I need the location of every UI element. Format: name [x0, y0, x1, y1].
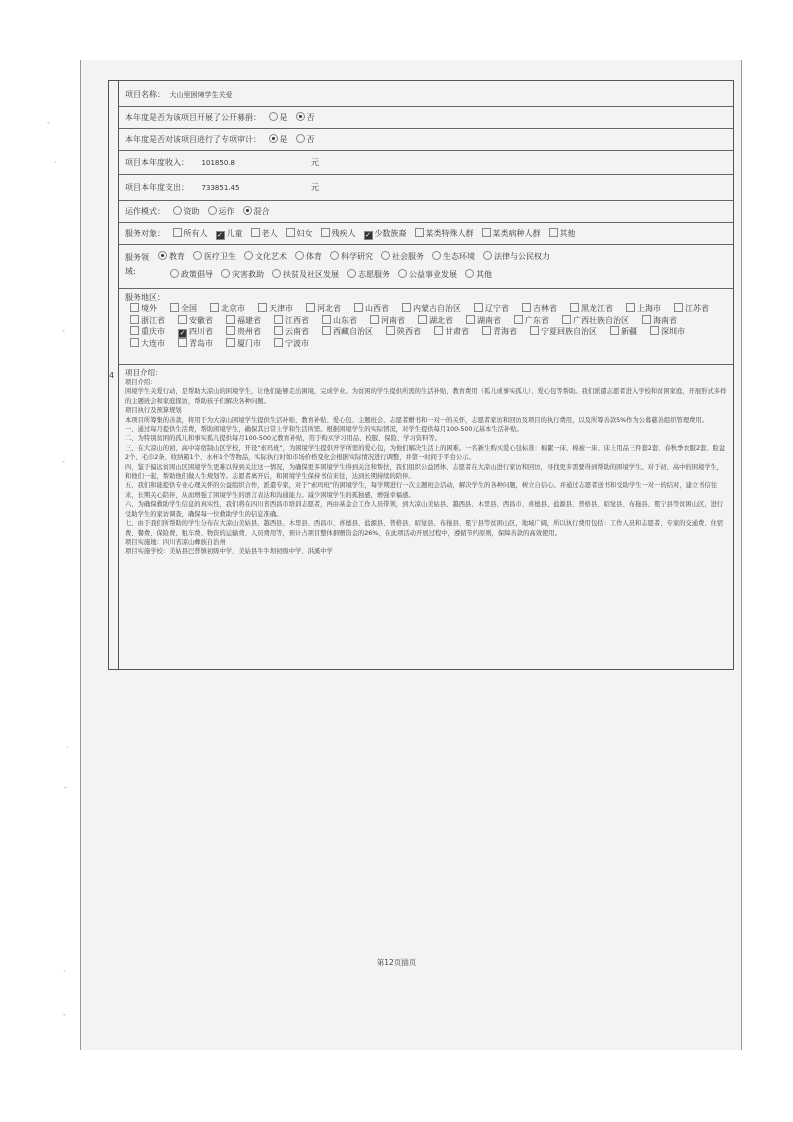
region-item: [565, 303, 616, 315]
audit-row: [119, 129, 733, 151]
target-option-label: 某类特殊人群: [425, 229, 474, 238]
expense-label: 项目本年度支出：: [125, 183, 189, 192]
field-option-label: 社会服务: [392, 252, 424, 261]
region-item: [557, 315, 632, 327]
field-option-label: 扶贫及社区发展: [283, 270, 339, 279]
region-item: [645, 326, 688, 338]
row-number: 4: [109, 371, 115, 380]
region-checkbox[interactable]: [674, 303, 683, 312]
intro-paragraph: 项目实施地：四川省凉山彝族自治州: [125, 538, 226, 546]
region-checkbox[interactable]: [386, 326, 395, 335]
target-checkbox[interactable]: [286, 228, 295, 237]
field-option-label: 文化艺术: [255, 252, 287, 261]
audit-option-label: 是: [279, 135, 288, 144]
target-option-label: 少数族裔: [374, 229, 407, 238]
region-checkbox[interactable]: [466, 315, 475, 324]
region-option-label: 厦门市: [237, 339, 261, 348]
region-checkbox[interactable]: [642, 315, 651, 324]
region-checkbox[interactable]: [370, 315, 379, 324]
region-checkbox[interactable]: [178, 338, 187, 347]
field-radio[interactable]: [244, 251, 253, 260]
mode-row: [119, 201, 733, 223]
field-radio[interactable]: [170, 269, 179, 278]
region-item: [173, 338, 216, 350]
field-radio[interactable]: [465, 269, 474, 278]
field-radio[interactable]: [272, 269, 281, 278]
project-name-row: [119, 81, 733, 107]
region-option-label: 江西省: [285, 315, 309, 325]
region-checkbox[interactable]: [274, 315, 283, 324]
region-item: [477, 326, 520, 338]
margin-mark: -: [62, 326, 65, 335]
region-checkbox[interactable]: [514, 315, 523, 324]
margin-mark: -: [62, 457, 65, 466]
field-radio[interactable]: [432, 251, 441, 260]
region-label: 服务地区：: [125, 293, 165, 302]
audit-radio[interactable]: [269, 134, 278, 143]
region-option-label: 海南省: [653, 315, 677, 325]
fundraising-row: [119, 107, 733, 129]
region-checkbox[interactable]: [178, 315, 187, 324]
region-option-label: 境外: [141, 304, 157, 313]
region-item: [469, 303, 512, 315]
field-option-label: 医疗卫生: [204, 252, 236, 261]
region-item: [413, 315, 456, 327]
region-item: [509, 315, 552, 327]
region-item: [637, 315, 680, 327]
region-checkbox[interactable]: [354, 303, 363, 312]
region-option-label: 河南省: [381, 315, 405, 325]
fundraising-option-label: 否: [306, 113, 315, 122]
target-checkbox[interactable]: [251, 228, 260, 237]
region-checkbox[interactable]: [170, 303, 179, 312]
region-item: [221, 326, 264, 338]
field-option-label: 生态环境: [443, 252, 475, 261]
region-item: [669, 303, 712, 315]
field-radio[interactable]: [193, 251, 202, 260]
region-option-label: 上海市: [637, 304, 661, 313]
margin-mark: ·: [54, 158, 57, 167]
audit-option-label: 否: [306, 135, 315, 144]
target-option-label: 妇女: [296, 229, 313, 238]
intro-paragraph: 三、在大凉山的初、高中寄宿制山区学校，开设“索玛班”，为困境学生提供开学所需的爱心包，为他们解决生活上的困难。一名新生购买爱心包标准：棉絮一床、棉被一床、床上用品三件套2套、春秋季衣服2套、脸盆2个、毛巾2条、收纳箱1个、水杯1个等物品，实际执行时如市场价格变化会根据实际情况进行调整，并第一时间于平台公示。: [125, 444, 726, 462]
intro-paragraph: 五、我们和能提供专业心理关怀的公益组织合作，派遣专家，对于“索玛班”的困境学生，每学期进行一次主题班会活动，解决学生的各种问题，树立自信心。并通过志愿者送书和受助学生一对一的结对，建立书信往来，长期关心陪伴，从而增强了困境学生的语言表达和沟通能力。减少困境学生的孤独感，增强幸福感。: [125, 482, 718, 499]
region-checkbox[interactable]: [258, 303, 267, 312]
region-option-label: 重庆市: [141, 327, 165, 336]
intro-row: [119, 365, 733, 669]
target-checkbox[interactable]: ✓: [365, 231, 371, 239]
region-option-label: 宁夏回族自治区: [541, 327, 597, 336]
region-option-label: 广西壮族自治区: [573, 315, 629, 325]
income-label: 项目本年度收入：: [125, 158, 189, 167]
region-checkbox[interactable]: [570, 303, 579, 312]
region-checkbox[interactable]: [402, 303, 411, 312]
target-option-label: 残疾人: [331, 229, 356, 238]
region-option-label: 北京市: [221, 304, 245, 313]
region-option-label: 青海省: [493, 327, 517, 336]
intro-paragraph: 二、为特别贫困的孤儿和事实孤儿提供每月100-500元教育补贴，用于购买学习用品、校服、保险、学习资料等。: [125, 435, 441, 443]
project-name-label: 项目名称：: [125, 90, 165, 99]
intro-paragraph: 项目执行及预算规划: [125, 407, 182, 415]
region-checkbox[interactable]: [322, 326, 331, 335]
field-option-label: 科学研究: [341, 252, 373, 261]
project-form: [108, 80, 734, 670]
region-checkbox[interactable]: [306, 303, 315, 312]
region-checkbox[interactable]: [130, 315, 139, 324]
region-option-label: 辽宁省: [485, 304, 509, 313]
region-item: [125, 315, 168, 327]
region-option-label: 全国: [181, 304, 197, 313]
region-option-label: 甘肃省: [445, 327, 469, 336]
region-item: [349, 303, 392, 315]
region-option-label: 天津市: [269, 304, 293, 313]
region-item: [125, 338, 168, 350]
target-checkbox[interactable]: [415, 228, 424, 237]
region-item: [221, 315, 264, 327]
intro-paragraph: 本项目所筹集的善款，将用于为大凉山困境学生提供生活补贴、教育补贴、爱心包、主题班会、志愿者赠书和一对一的关怀，志愿者家访和回访及项目的执行费用，以及所筹善款5%作为公募慈善组织管理费用。: [125, 416, 709, 424]
field-option-label: 政策倡导: [181, 270, 213, 279]
audit-radio[interactable]: [296, 134, 305, 143]
region-item: [205, 303, 248, 315]
region-checkbox[interactable]: [418, 315, 427, 324]
expense-value: 733851.45: [201, 184, 240, 192]
region-item: [173, 326, 216, 338]
region-item: [525, 326, 600, 338]
field-label-1: 服务领: [125, 253, 149, 262]
region-option-label: 吉林省: [533, 304, 557, 313]
region-checkbox[interactable]: [130, 326, 139, 335]
field-label-2: 域:: [125, 267, 136, 276]
region-item: [621, 303, 664, 315]
region-checkbox[interactable]: [274, 338, 283, 347]
field-option-label: 法律与公民权力: [494, 252, 550, 261]
region-checkbox[interactable]: [434, 326, 443, 335]
region-option-label: 陕西省: [397, 327, 421, 336]
mode-radio[interactable]: [208, 206, 217, 215]
income-value: 101850.8: [201, 159, 235, 167]
field-radio[interactable]: [330, 251, 339, 260]
target-checkbox[interactable]: [321, 228, 330, 237]
region-option-label: 大连市: [141, 339, 165, 348]
margin-mark: -: [47, 118, 50, 127]
target-option-label: 其他: [559, 229, 576, 238]
region-option-label: 新疆: [621, 327, 637, 336]
field-radio[interactable]: [347, 269, 356, 278]
region-item: [605, 326, 640, 338]
region-checkbox[interactable]: [482, 326, 491, 335]
margin-mark: -: [64, 783, 67, 792]
region-item: [461, 315, 504, 327]
region-item: [125, 303, 160, 315]
field-option-label: 教育: [169, 252, 185, 261]
mode-option-label: 混合: [253, 207, 270, 216]
mode-option-label: 运作: [218, 207, 235, 216]
expense-unit: 元: [311, 183, 319, 192]
expense-row: [119, 175, 733, 201]
region-checkbox[interactable]: [226, 326, 235, 335]
region-option-label: 湖南省: [477, 315, 501, 325]
region-option-label: 四川省: [189, 327, 213, 336]
target-option-label: 所有人: [183, 229, 208, 238]
region-option-label: 宁波市: [285, 339, 309, 348]
region-item: [317, 315, 360, 327]
intro-paragraph: 项目介绍：: [125, 379, 157, 386]
target-option-label: 儿童: [226, 229, 243, 238]
region-option-label: 黑龙江省: [581, 304, 613, 313]
field-radio[interactable]: [398, 269, 407, 278]
region-checkbox[interactable]: [610, 326, 619, 335]
region-checkbox[interactable]: [474, 303, 483, 312]
region-item: [269, 326, 312, 338]
field-radio[interactable]: [221, 269, 230, 278]
region-item: [517, 303, 560, 315]
region-option-label: 青岛市: [189, 339, 213, 348]
project-name-value: 大山里困境学生关爱: [169, 91, 233, 99]
region-checkbox[interactable]: [522, 303, 531, 312]
intro-paragraph: 七、由于我们所帮助的学生分布在大凉山美姑县、越西县、木里县、西昌市、喜德县、盐源县、普格县、昭觉县、布拖县、冕宁县等贫困山区，地域广阔，所以执行费用包括：工作人员和志愿者、专家的交通费、住宿费、餐费、保险费、租车费、物资的运输费、人员费用等，预计占项目整体捐赠资金的26%，在此项活动开展过程中，遵循节约原则，保障善款的高效使用。: [125, 520, 724, 537]
region-checkbox[interactable]: ✓: [179, 329, 186, 337]
region-item: [365, 315, 408, 327]
region-checkbox[interactable]: [130, 338, 139, 347]
region-item: [269, 315, 312, 327]
region-row: [119, 289, 733, 365]
region-checkbox[interactable]: [530, 326, 539, 335]
mode-radio[interactable]: [243, 206, 252, 215]
region-checkbox[interactable]: [274, 326, 283, 335]
region-item: [165, 303, 200, 315]
intro-paragraph: 一、通过每月提供生活费，帮助困境学生，确保其日常上学和生活所需。根据困境学生的实际情况，对学生提供每月100-500元基本生活补贴。: [125, 426, 523, 434]
target-checkbox[interactable]: [549, 228, 558, 237]
margin-mark: -: [63, 1010, 66, 1019]
mode-label: 运作模式：: [125, 207, 165, 216]
intro-label: 项目介绍：: [125, 368, 163, 377]
field-radio[interactable]: [381, 251, 390, 260]
field-radio[interactable]: [158, 251, 167, 260]
region-checkbox[interactable]: [226, 338, 235, 347]
region-item: [173, 315, 216, 327]
region-checkbox[interactable]: [626, 303, 635, 312]
fundraising-radio[interactable]: [269, 112, 278, 121]
page-footer: 第12页插页: [376, 958, 417, 967]
intro-paragraph: 六、为确保救助学生信息的真实性，我们将在四川省西昌市培训志愿者，再由基金会工作人员带领，到大凉山美姑县、越西县、木里县、西昌市、喜德县、盐源县、普格县、昭觉县、布拖县、冕宁县等贫困山区，进行受助学生的家访调查，确保每一位救助学生的信息准确。: [125, 501, 724, 518]
region-checkbox[interactable]: [322, 315, 331, 324]
target-checkbox[interactable]: ✓: [217, 231, 223, 239]
row-number-column: [108, 81, 119, 669]
field-radio[interactable]: [295, 251, 304, 260]
target-option-label: 某类病种人群: [492, 229, 541, 238]
region-item: [397, 303, 464, 315]
audit-label: 本年度是否对该项目进行了专项审计：: [125, 135, 261, 144]
mode-radio[interactable]: [173, 206, 182, 215]
region-option-label: 西藏自治区: [333, 327, 373, 336]
region-item: [317, 326, 376, 338]
margin-mark: ·: [63, 967, 66, 976]
region-checkbox[interactable]: [226, 315, 235, 324]
fundraising-radio[interactable]: [296, 112, 305, 121]
region-option-label: 山西省: [365, 304, 389, 313]
region-checkbox[interactable]: [210, 303, 219, 312]
intro-paragraph: 四、鉴于偏远贫困山区困境学生更难以得到关注这一情况，为确保更多困境学生得到关注和帮扶，我们组织公益团体、志愿者在大凉山进行家访和回访，寻找更多需要得到帮助的困境学生。对于初、高中的困境学生，和他们一起，帮助他们做人生规划等。志愿者离开后，和困境学生保持书信来往，达到长期持续的陪伴。: [125, 463, 724, 481]
target-label: 服务对象：: [125, 229, 165, 238]
field-radio[interactable]: [483, 251, 492, 260]
income-row: [119, 151, 733, 175]
target-option-label: 老人: [261, 229, 278, 238]
target-checkbox[interactable]: [173, 228, 182, 237]
region-option-label: 江苏省: [685, 304, 709, 313]
intro-paragraph: 项目实施学校：美姑县巴普镇初级中学、美姑县牛牛坝初级中学、洪溪中学: [125, 548, 333, 556]
field-option-label: 体育: [306, 252, 322, 261]
target-checkbox[interactable]: [482, 228, 491, 237]
region-checkbox[interactable]: [562, 315, 571, 324]
region-item: [269, 338, 312, 350]
region-option-label: 广东省: [525, 315, 549, 325]
region-item: [301, 303, 344, 315]
field-option-label: 公益事业发展: [409, 270, 457, 279]
region-item: [429, 326, 472, 338]
region-option-label: 内蒙古自治区: [413, 304, 461, 313]
region-item: [381, 326, 424, 338]
field-row: [119, 245, 733, 289]
region-option-label: 湖北省: [429, 315, 453, 325]
region-option-label: 山东省: [333, 315, 357, 325]
intro-paragraph: 困境学生关爱行动，是帮助大凉山的困境学生，让他们能够走出困境，完成学业。为贫困的学生提供所需的生活补贴、教育费用（孤儿或事实孤儿）、爱心包等帮助。我们派遣志愿者进入学校和贫困家庭，开展形式多样的主题班会和家庭探访，帮助孩子们解决各种问题。: [125, 388, 727, 405]
field-option-label: 志愿服务: [358, 270, 390, 279]
region-option-label: 河北省: [317, 304, 341, 313]
fundraising-label: 本年度是否为该项目开展了公开募捐：: [125, 113, 261, 122]
margin-mark: ·: [66, 743, 69, 752]
region-option-label: 云南省: [285, 327, 309, 336]
region-checkbox[interactable]: [130, 303, 139, 312]
field-option-label: 其他: [476, 270, 492, 279]
region-item: [221, 338, 264, 350]
fundraising-option-label: 是: [279, 113, 288, 122]
region-item: [253, 303, 296, 315]
region-checkbox[interactable]: [650, 326, 659, 335]
region-item: [125, 326, 168, 338]
region-option-label: 安徽省: [189, 315, 213, 325]
mode-option-label: 资助: [183, 207, 200, 216]
region-option-label: 浙江省: [141, 315, 165, 325]
target-row: [119, 223, 733, 245]
income-unit: 元: [311, 158, 319, 167]
region-option-label: 深圳市: [661, 327, 685, 336]
field-option-label: 灾害救助: [232, 270, 264, 279]
region-option-label: 贵州省: [237, 327, 261, 336]
region-option-label: 福建省: [237, 315, 261, 325]
